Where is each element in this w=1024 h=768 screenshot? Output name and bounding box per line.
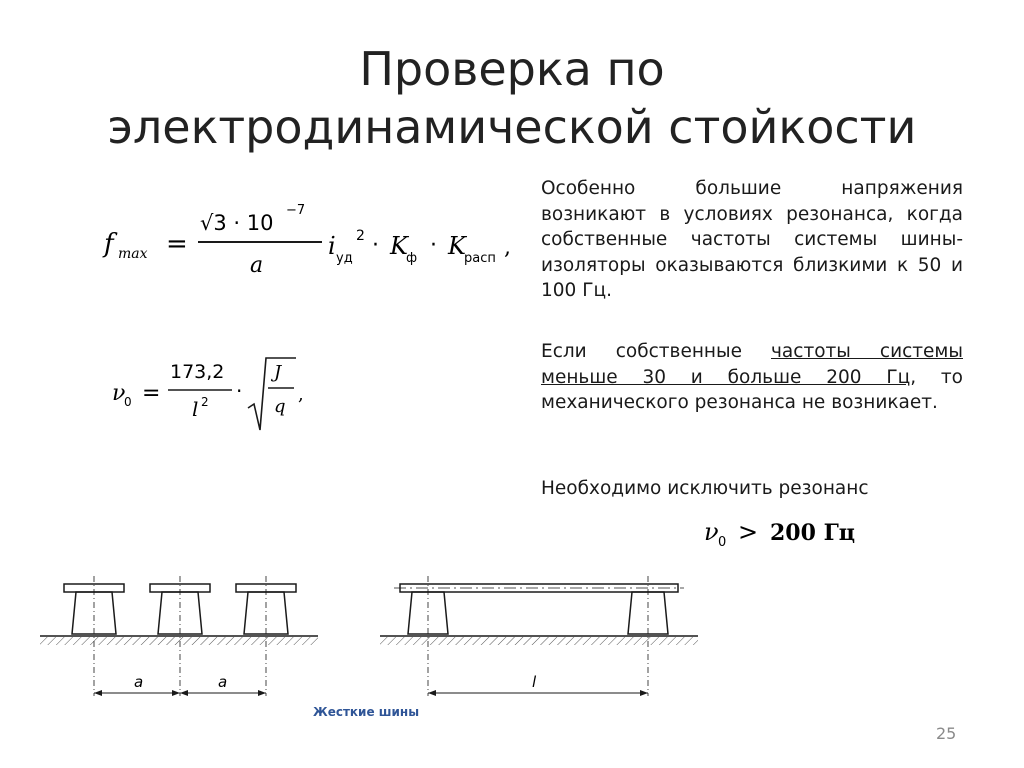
fmax-numerator: √3 · 10 — [200, 211, 274, 235]
fmax-numerator-exponent: −7 — [286, 203, 306, 218]
nu0-comma: , — [298, 384, 304, 405]
nu0-equals: = — [142, 381, 161, 406]
fmax-dot-2: · — [430, 233, 437, 258]
diagram-caption: Жесткие шины — [313, 705, 420, 719]
fmax-denominator: a — [250, 253, 264, 278]
condition-rhs: 200 Гц — [770, 520, 856, 546]
ground-hatch — [40, 637, 318, 645]
nu0-lhs: ν — [112, 381, 126, 406]
paragraph2-pre: Если собственные — [541, 341, 771, 362]
paragraph2-post: , то механического резонанса не возникает. — [541, 366, 963, 413]
fmax-comma: , — [504, 235, 511, 260]
fmax-i-sub: уд — [336, 251, 353, 266]
fmax-dot-1: · — [372, 233, 379, 258]
paragraph-frequency-condition — [541, 339, 963, 416]
page-number: 25 — [936, 724, 957, 743]
condition-lhs: ν — [704, 518, 719, 546]
rigid-bus-diagram-short-spans — [40, 576, 330, 696]
fmax-lhs: f — [104, 229, 114, 259]
fmax-lhs-sub: max — [118, 246, 148, 262]
condition-formula — [700, 512, 870, 552]
slide-title-line1: Проверка по — [359, 42, 665, 96]
slide-title-line2: электродинамической стойкости — [107, 100, 917, 154]
nu0-root-numerator: J — [274, 362, 282, 383]
fmax-k2: K — [448, 232, 466, 260]
nu0-root-denominator: q — [274, 396, 286, 417]
fmax-k2-sub: расп — [464, 251, 496, 266]
fmax-k1-sub: ф — [406, 251, 418, 266]
dimension-label-a-1: a — [134, 673, 144, 691]
dimension-label-a-2: a — [218, 673, 228, 691]
fmax-k1: K — [390, 232, 408, 260]
paragraph2-underlined: частоты системы меньше 30 и больше 200 Гц — [541, 341, 963, 388]
nu0-denominator-exponent: 2 — [201, 395, 209, 409]
fmax-i-exponent: 2 — [356, 228, 365, 244]
rigid-bus-diagram-long-span — [380, 576, 710, 696]
nu0-root-sign — [248, 358, 296, 430]
slide-title — [0, 40, 1024, 156]
condition-lhs-sub: 0 — [718, 535, 727, 550]
condition-op: > — [738, 518, 759, 546]
fmax-formula — [100, 200, 530, 280]
paragraph-exclude-resonance: Необходимо исключить резонанс — [541, 478, 869, 499]
nu0-dot: · — [236, 379, 243, 403]
nu0-denominator: l — [192, 397, 199, 421]
fmax-i: i — [328, 232, 336, 260]
nu0-numerator: 173,2 — [170, 361, 225, 383]
nu0-lhs-sub: 0 — [124, 395, 132, 409]
paragraph-resonance: Особенно большие напряжения возникают в условиях резонанса, когда собственные частоты системы шины-изоляторы оказываются близкими к 50 и 100 Гц. — [541, 178, 963, 301]
nu0-formula — [108, 350, 318, 440]
fmax-equals: = — [166, 229, 188, 259]
dimension-label-l: l — [532, 673, 537, 691]
